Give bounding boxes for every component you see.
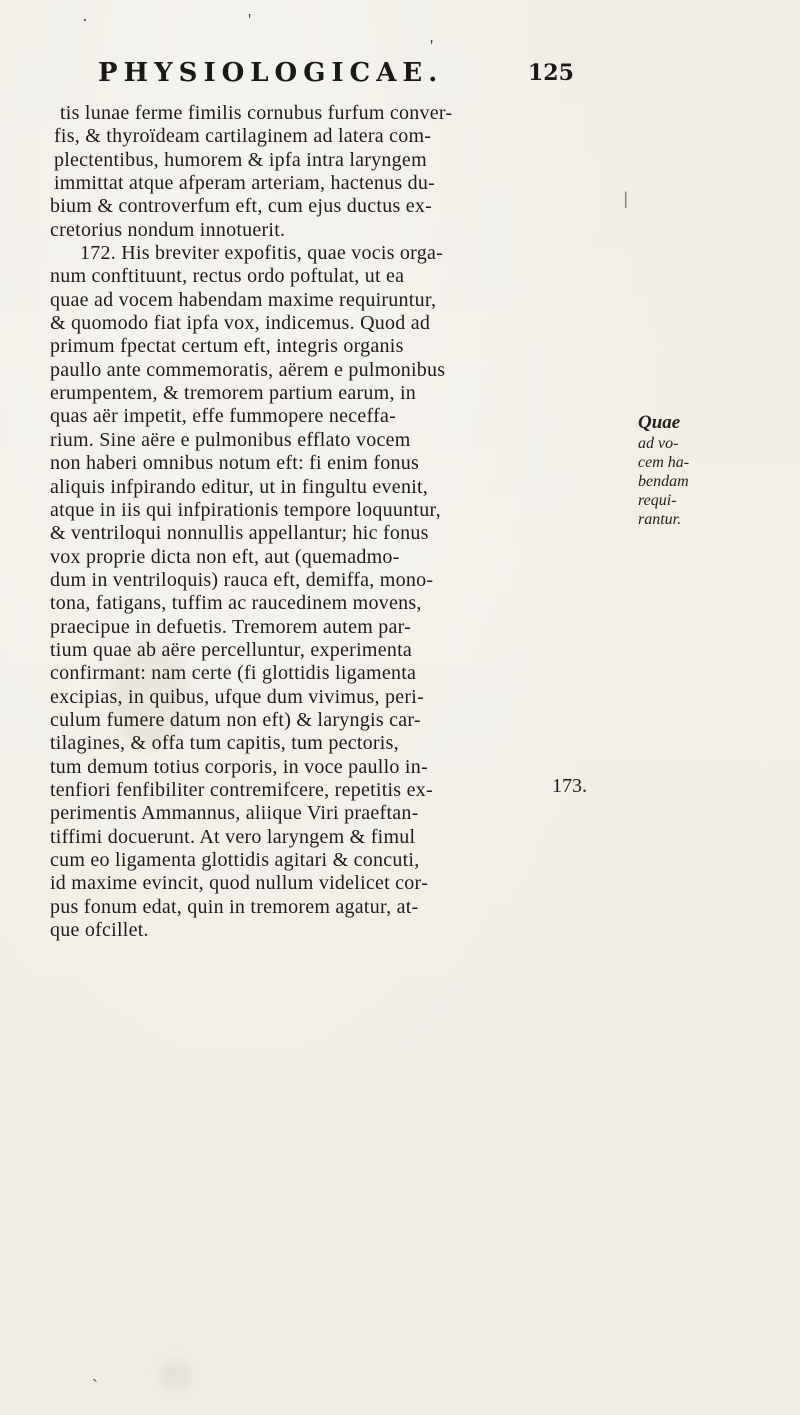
text-line: tium quae ab aëre percelluntur, experimenta: [50, 638, 412, 661]
text-line: culum fumere datum non eft) & laryngis car-: [50, 708, 421, 731]
text-line: bium & controverfum eft, cum ejus ductus ex-: [50, 195, 433, 218]
margin-note-line: bendam: [638, 473, 689, 490]
text-line: atque in iis qui infpirationis tempore loquuntur,: [50, 498, 441, 521]
running-head: [98, 58, 578, 98]
text-line: perimentis Ammannus, aliique Viri praeftan-: [50, 802, 419, 825]
catchword: 173.: [552, 775, 587, 797]
text-line: plectentibus, humorem & ipfa intra laryngem: [54, 148, 427, 171]
margin-note-line: Quae: [638, 412, 681, 433]
text-line: 172. His breviter expofitis, quae vocis orga-: [80, 242, 444, 265]
text-line: immittat atque afperam arteriam, hactenus du-: [54, 172, 436, 195]
text-line: dum in ventriloquis) rauca eft, demiffa, mono-: [50, 568, 434, 591]
text-line: pus fonum edat, quin in tremorem agatur, at-: [50, 895, 419, 918]
margin-note-line: rantur.: [638, 511, 682, 528]
paper-mark: ': [430, 36, 434, 56]
text-line: tenfiori fenfibiliter contremifcere, repetitis ex-: [50, 778, 433, 801]
margin-note-line: cem ha-: [638, 454, 690, 471]
margin-note: [638, 412, 768, 529]
text-line: fis, & thyroïdeam cartilaginem ad latera com-: [54, 125, 432, 148]
text-line: paullo ante commemoratis, aërem e pulmonibus: [50, 358, 446, 381]
text-line: primum fpectat certum eft, integris organis: [50, 335, 404, 358]
margin-note-line: ad vo-: [638, 435, 679, 452]
text-line: aliquis infpirando editur, ut in fingultu evenit,: [50, 475, 429, 498]
text-line: confirmant: nam certe (fi glottidis ligamenta: [50, 662, 417, 685]
text-line: tiffimi docuerunt. At vero laryngem & fimul: [50, 825, 416, 848]
text-line: excipias, in quibus, ufque dum vivimus, peri-: [50, 685, 424, 708]
paper-mark: ˎ: [92, 1362, 98, 1382]
text-line: cretorius nondum innotuerit.: [50, 218, 286, 241]
text-line: que ofcillet.: [50, 919, 149, 942]
text-line: non haberi omnibus notum eft: fi enim fonus: [50, 452, 420, 475]
text-line: tum demum totius corporis, in voce paullo in-: [50, 755, 428, 778]
paper-mark: ': [248, 10, 252, 30]
text-line: rium. Sine aëre e pulmonibus efflato vocem: [50, 428, 411, 451]
body-text: [50, 102, 610, 942]
text-line: vox proprie dicta non eft, aut (quemadmo-: [50, 545, 400, 568]
paper-mark: ·: [82, 10, 88, 30]
text-line: num conftituunt, rectus ordo poftulat, ut ea: [50, 265, 405, 288]
paper-mark: |: [624, 188, 628, 208]
text-line: tis lunae ferme fimilis cornubus furfum conver-: [60, 102, 453, 124]
margin-note-line: requi-: [638, 492, 677, 509]
page-number: 125: [528, 60, 574, 86]
text-line: quas aër impetit, effe fummopere neceffa-: [50, 405, 397, 428]
text-line: praecipue in defuetis. Tremorem autem par-: [50, 615, 412, 638]
text-line: & quomodo fiat ipfa vox, indicemus. Quod ad: [50, 312, 431, 335]
text-line: cum eo ligamenta glottidis agitari & concuti,: [50, 849, 420, 871]
text-line: & ventriloqui nonnullis appellantur; hic fonus: [50, 522, 429, 545]
text-line: erumpentem, & tremorem partium earum, in: [50, 382, 416, 405]
running-title: PHYSIOLOGICAE.: [98, 58, 444, 88]
text-line: tona, fatigans, tuffim ac raucedinem movens,: [50, 592, 422, 615]
text-line: id maxime evincit, quod nullum videlicet cor-: [50, 872, 428, 895]
paper-stain: [160, 1360, 190, 1390]
text-line: quae ad vocem habendam maxime requiruntur,: [50, 288, 437, 311]
text-line: tilagines, & offa tum capitis, tum pectoris,: [50, 732, 399, 755]
